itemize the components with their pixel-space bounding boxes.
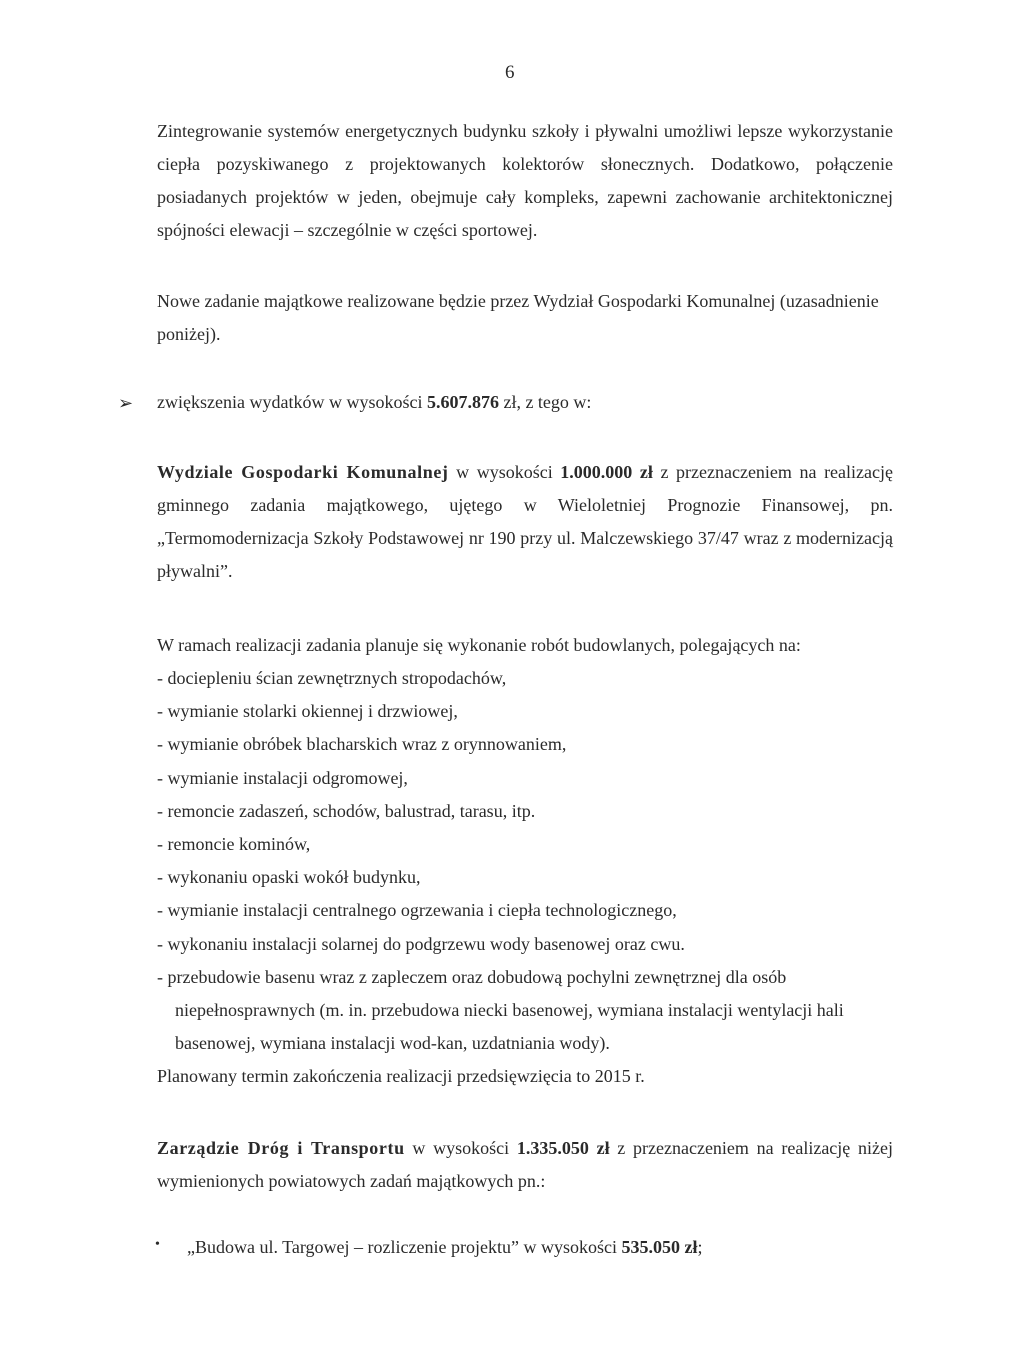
page-number: 6	[505, 62, 515, 83]
wgk-mid: w wysokości	[448, 462, 561, 482]
pool-item-continuation: niepełnosprawnych (m. in. przebudowa niecki basenowej, wymiana instalacji wentylacji hali basenowej, wymiana instalacji wod-kan, uzdatniania wody).	[175, 1000, 844, 1054]
zdit-department: Zarządzie Dróg i Transportu	[157, 1138, 405, 1158]
list-item: - wymianie instalacji odgromowej,	[157, 767, 408, 788]
targowa-text: „Budowa ul. Targowej – rozliczenie projektu” w wysokości	[187, 1237, 622, 1257]
list-item: - remoncie kominów,	[157, 834, 311, 855]
list-item: - wymianie instalacji centralnego ogrzewania i ciepła technologicznego,	[157, 900, 677, 921]
wgk-paragraph	[157, 456, 893, 588]
increase-amount: 5.607.876	[426, 392, 499, 412]
list-item: - wykonaniu opaski wokół budynku,	[157, 867, 421, 888]
targowa-item	[187, 1231, 702, 1264]
list-item: - dociepleniu ścian zewnętrznych stropodachów,	[157, 668, 507, 688]
increase-text-end: zł, z tego w:	[498, 392, 592, 412]
list-item: - wymianie obróbek blacharskich wraz z orynnowaniem,	[157, 734, 567, 755]
list-item: - remoncie zadaszeń, schodów, balustrad, tarasu, itp.	[157, 800, 536, 821]
pool-item-first-line: - przebudowie basenu wraz z zapleczem oraz dobudową pochylni zewnętrznej dla osób	[157, 966, 787, 987]
wgk-rest: z przeznaczeniem na realizację gminnego zadania majątkowego, ujętego w Wieloletniej Prognozie Finansowej, pn. „Termomodernizacja Szkoły Podstawowej nr 190 przy ul. Malczewskiego 37/47 wraz z modernizacją pływalni”.	[157, 462, 893, 581]
increase-line	[157, 386, 893, 419]
list-item-pool	[157, 961, 893, 1061]
increase-text: zwiększenia wydatków w wysokości	[157, 392, 427, 412]
wgk-amount: 1.000.000 zł	[560, 462, 653, 482]
works-intro: W ramach realizacji zadania planuje się wykonanie robót budowlanych, polegających na:	[157, 635, 801, 655]
zdit-paragraph	[157, 1132, 893, 1198]
arrow-bullet-icon: ➢	[118, 393, 134, 413]
list-item: - wykonaniu instalacji solarnej do podgrzewu wody basenowej oraz cwu.	[157, 933, 685, 954]
targowa-amount: 535.050 zł	[621, 1237, 698, 1257]
wgk-department: Wydziale Gospodarki Komunalnej	[157, 462, 449, 482]
zdit-amount: 1.335.050 zł	[516, 1138, 610, 1158]
targowa-end: ;	[697, 1237, 703, 1257]
intro-paragraph-2: Nowe zadanie majątkowe realizowane będzie przez Wydział Gospodarki Komunalnej (uzasadnienie poniżej).	[157, 291, 879, 344]
bullet-icon: •	[155, 1237, 160, 1252]
works-list	[157, 662, 893, 1094]
intro-paragraph-1: Zintegrowanie systemów energetycznych budynku szkoły i pływalni umożliwi lepsze wykorzystanie ciepła pozyskiwanego z projektowanych kolektorów słonecznych. Dodatkowo, połączenie posiadanych projektów w jeden, obejmuje cały kompleks, zapewni zachowanie architektonicznej spójności elewacji – szczególnie w części sportowej.	[157, 121, 893, 240]
zdit-rest: z przeznaczeniem na realizację niżej wymienionych powiatowych zadań majątkowych pn.:	[157, 1138, 893, 1191]
zdit-mid: w wysokości	[404, 1138, 517, 1158]
deadline-line: Planowany termin zakończenia realizacji przedsięwzięcia to 2015 r.	[157, 1066, 645, 1087]
list-item: - wymianie stolarki okiennej i drzwiowej,	[157, 701, 458, 722]
